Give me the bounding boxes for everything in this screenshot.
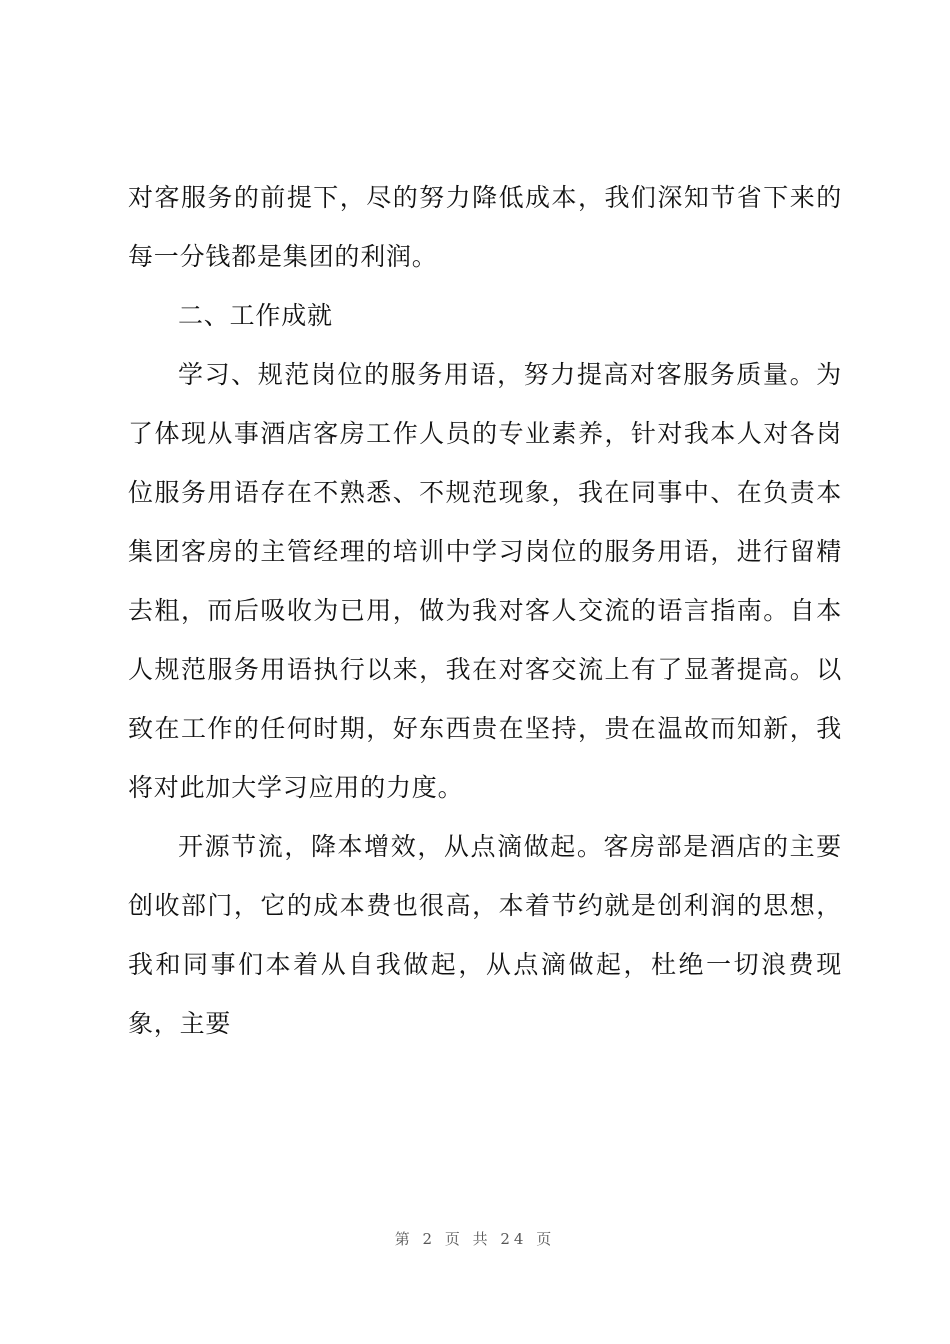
paragraph-cost-saving: 开源节流，降本增效，从点滴做起。客房部是酒店的主要创收部门，它的成本费也很高，本着节约就是创利润的思想，我和同事们本着从自我做起，从点滴做起，杜绝一切浪费现象，主要 — [128, 832, 842, 1038]
paragraph-service-language: 学习、规范岗位的服务用语，努力提高对客服务质量。为了体现从事酒店客房工作人员的专业素养，针对我本人对各岗位服务用语存在不熟悉、不规范现象，我在同事中、在负责本集团客房的主管经理的培训中学习岗位的服务用语，进行留精去粗，而后吸收为已用，做为我对客人交流的语言指南。自本人规范服务用语执行以来，我在对客交流上有了显著提高。以致在工作的任何时期，好东西贵在坚持，贵在温故而知新，我将对此加大学习应用的力度。 — [128, 360, 842, 802]
page-number-footer: 第 2 页 共 24 页 — [394, 1230, 556, 1248]
section-heading-achievements: 二、工作成就 — [178, 301, 333, 330]
paragraph-continuation: 对客服务的前提下，尽的努力降低成本，我们深知节省下来的每一分钱都是集团的利润。 — [128, 183, 842, 271]
document-body — [128, 168, 842, 1053]
